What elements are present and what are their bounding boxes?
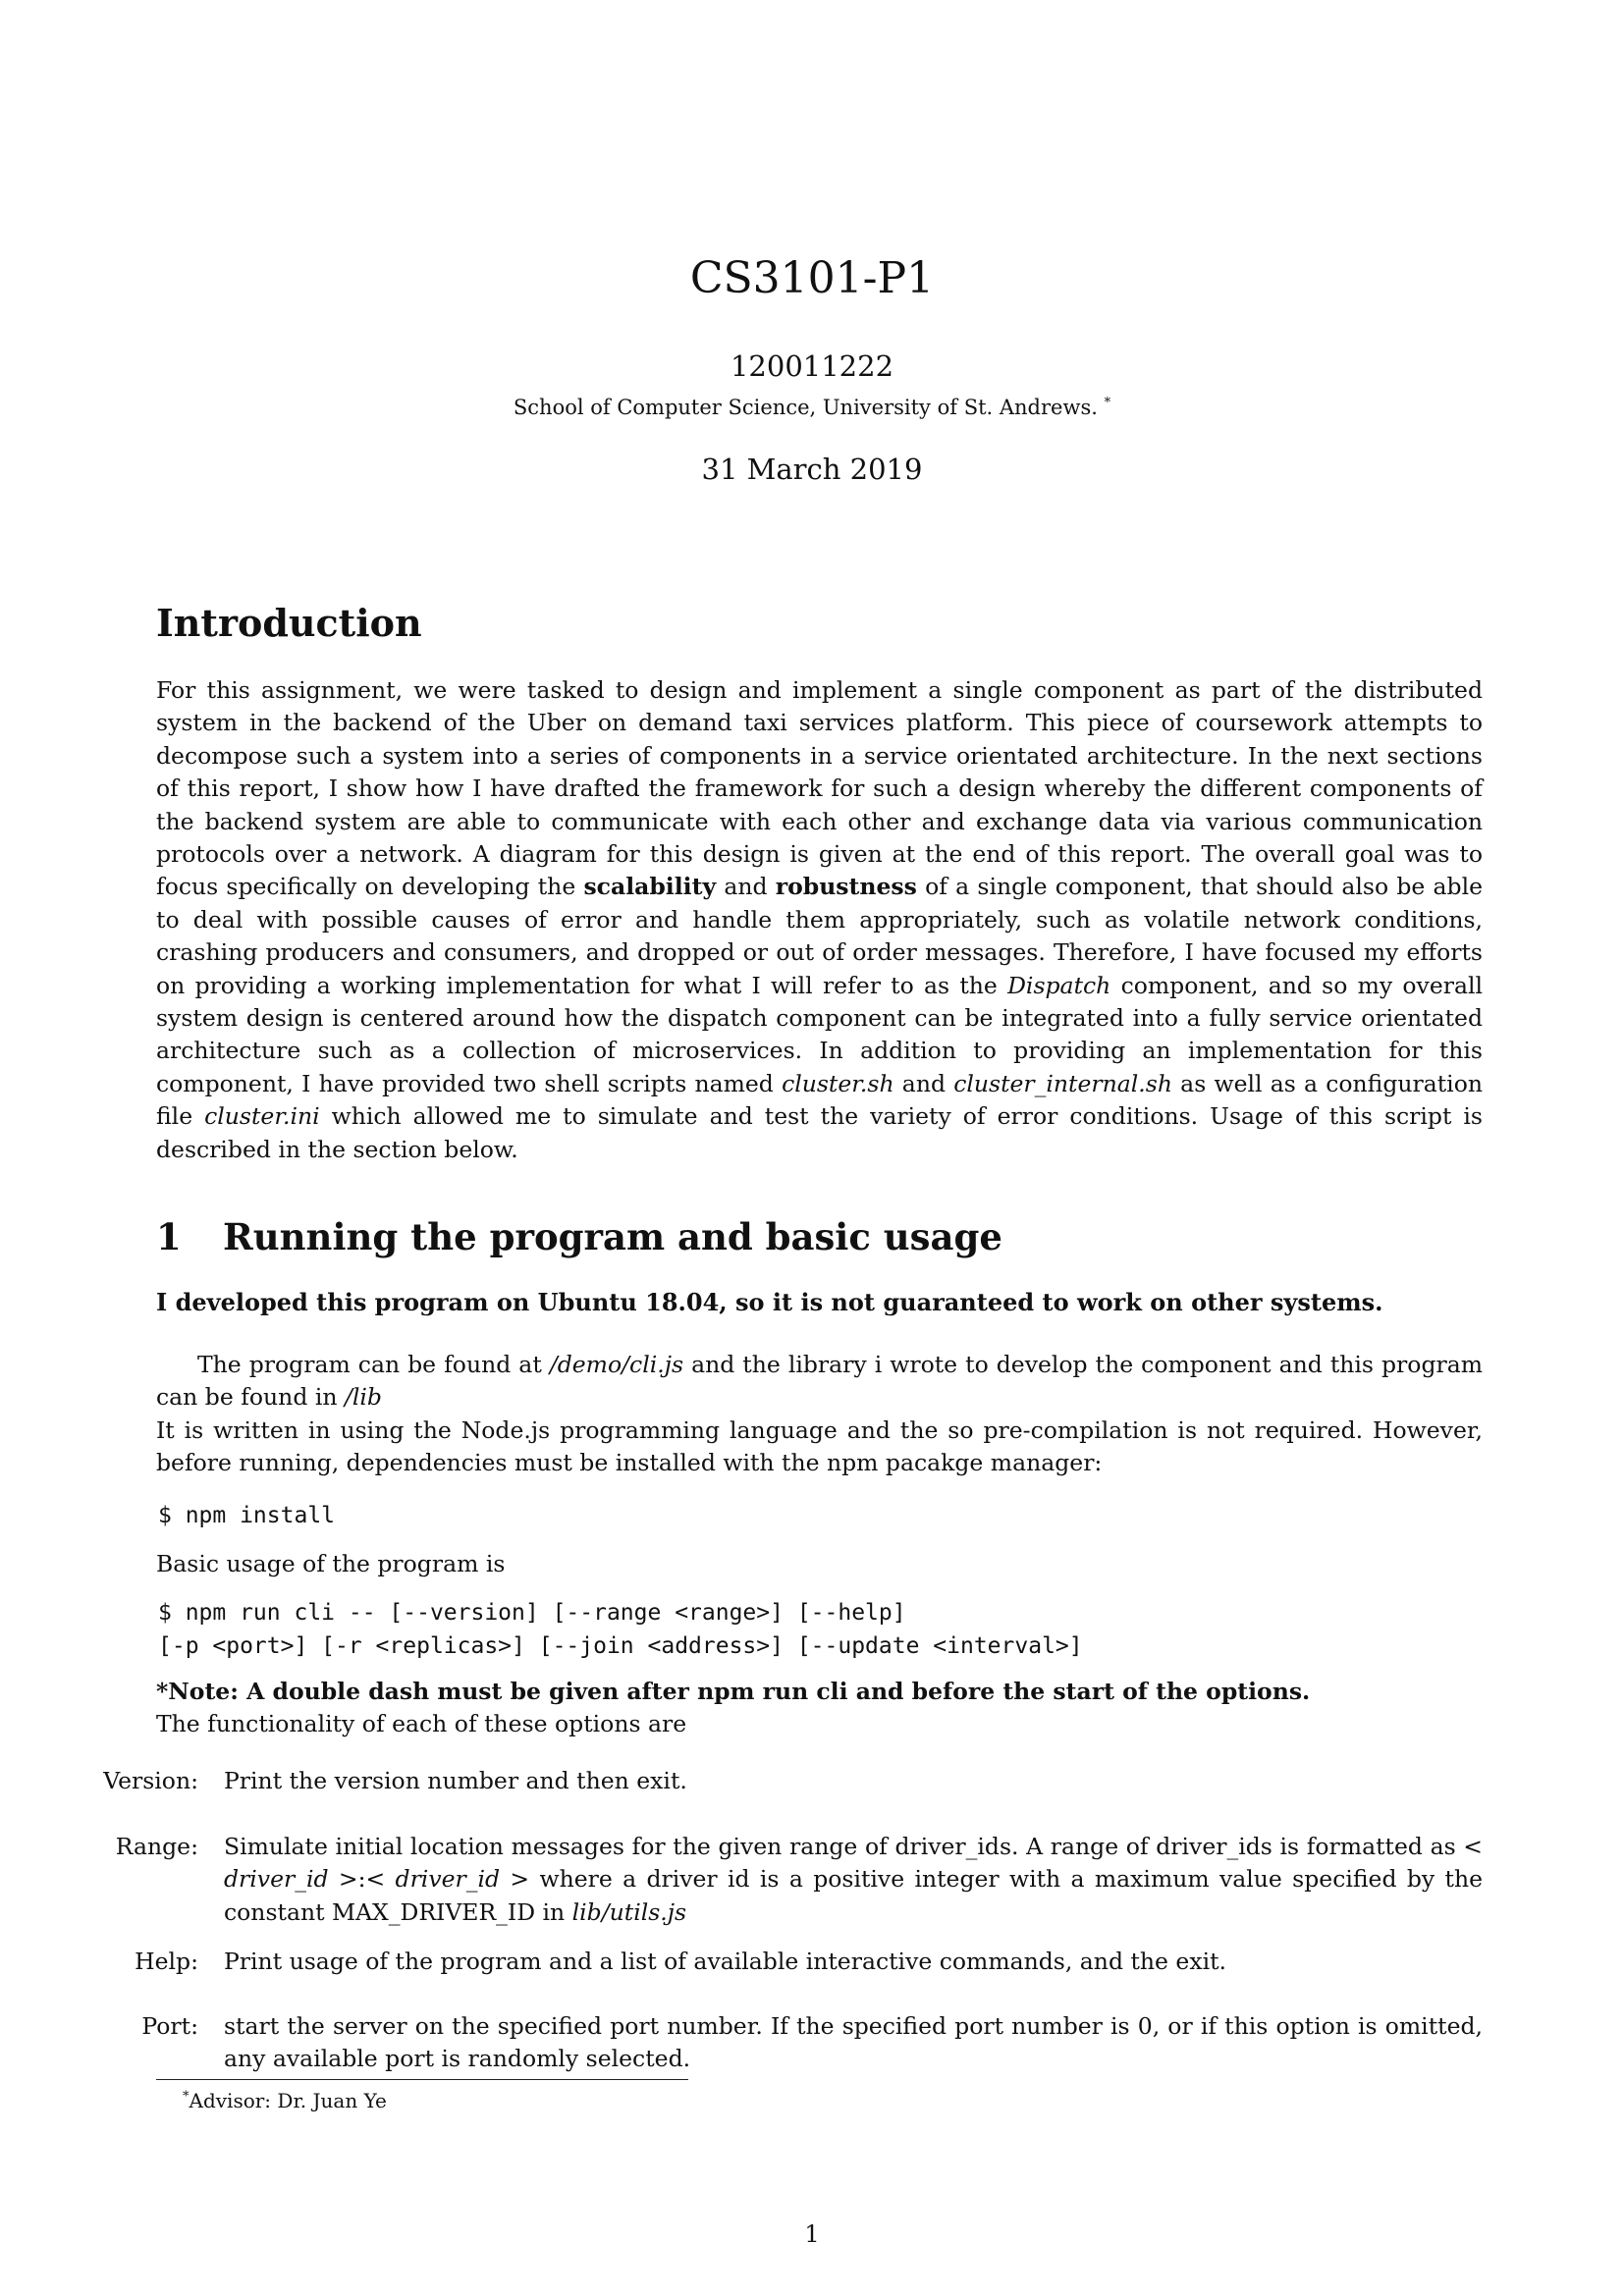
program-location-paragraph [156,1349,1483,1480]
intro-text-6: as well as a configuration file [156,1069,1483,1131]
path-lib: /lib [344,1383,382,1412]
footnote-text: Advisor: Dr. Juan Ye [189,2089,387,2112]
note-paragraph [156,1676,1483,1741]
affiliation-footnote-mark: * [1104,396,1111,410]
p-text-1: The program can be found at [197,1351,550,1378]
code-usage-block [158,1596,1083,1663]
option-description [224,1831,1483,1929]
affiliation [0,396,1624,419]
option-term: Range: [115,1833,198,1860]
option-description: start the server on the specified port number. If the specified port number is 0, or if this option is omitted, any available port is randomly selected. [224,2012,1483,2073]
intro-text-2: and [716,873,776,901]
code-npm-install: $ npm install [158,1503,336,1528]
footnote [183,2089,387,2112]
paper-title: CS3101-P1 [689,253,935,303]
option-description: Print the version number and then exit. [224,1767,687,1794]
range-desc-2: where a driver id is a positive integer with a maximum value specified by the constant MAX_DRIVER_ID in [224,1865,1483,1926]
intro-italic-dispatch: Dispatch [1007,971,1111,999]
footnote-mark: * [183,2089,189,2105]
option-term: Version: [103,1767,198,1794]
section-1-heading [156,1215,1002,1258]
range-var-2: driver_id [395,1865,501,1894]
range-sep: >:< [328,1865,396,1894]
note-bold: *Note: A double dash must be given after npm run cli and before the start of the options. [156,1678,1311,1705]
range-path: lib/utils.js [571,1897,687,1926]
p-text-2: and the library i wrote to develop the component and this program can be found in [156,1351,1484,1412]
intro-text-7: which allowed me to simulate and test the variety of error conditions. Usage of this script is described in the section below. [156,1102,1483,1163]
intro-italic-cluster-internal: cluster_internal.sh [953,1069,1172,1097]
note-text: The functionality of each of these options are [156,1710,687,1738]
option-term: Help: [135,1948,198,1975]
code-usage-line-2: [-p <port>] [-r <replicas>] [--join <address>] [--update <interval>] [158,1633,1083,1659]
range-gt: > [500,1865,530,1894]
intro-italic-cluster-sh: cluster.sh [782,1069,894,1097]
range-desc-1: Simulate initial location messages for the given range of driver_ids. A range of driver_ids is formatted as [224,1833,1464,1860]
author-id: 120011222 [730,349,894,383]
footnote-rule [156,2079,688,2080]
intro-text-5: and [893,1069,954,1097]
intro-italic-cluster-ini: cluster.ini [204,1102,320,1131]
range-lt: < [1463,1833,1483,1860]
code-usage-line-1: $ npm run cli -- [--version] [--range <range>] [--help] [158,1600,906,1626]
basic-usage-text: Basic usage of the program is [156,1550,506,1577]
intro-bold-scalability: scalability [583,873,717,901]
range-var-1: driver_id [224,1865,329,1894]
intro-text-3: of a single component, that should also be able to deal with possible causes of error and handle them appropriately, such as volatile network conditions, crashing producers and consumers, and dropped or out of order messages. Therefore, I have focused my efforts on providing a working implementation for what I will refer to as the [156,873,1483,999]
section-title: Running the program and basic usage [223,1215,1002,1258]
option-description: Print usage of the program and a list of available interactive commands, and the exit. [224,1948,1226,1975]
introduction-heading: Introduction [156,601,422,645]
option-term: Port: [141,2012,198,2040]
intro-text-1: For this assignment, we were tasked to design and implement a single component as part of the distributed system in the backend of the Uber on demand taxi services platform. This piece of coursework attempts to decompose such a system into a series of components in a service orientated architecture. In the next sections of this report, I show how I have drafted the framework for such a design whereby the different components of the backend system are able to communicate with each other and exchange data via various communication protocols over a network. A diagram for this design is given at the end of this report. The overall goal was to focus specifically on developing the [156,676,1483,901]
page-number: 1 [804,2220,820,2248]
ubuntu-warning: I developed this program on Ubuntu 18.04, so it is not guaranteed to work on other systems. [156,1288,1383,1316]
intro-bold-robustness: robustness [775,873,917,901]
paper-date: 31 March 2019 [701,453,923,486]
path-demo-cli: /demo/cli.js [549,1351,684,1378]
affiliation-text: School of Computer Science, University of St. Andrews. [513,396,1098,419]
section-number: 1 [156,1215,182,1258]
introduction-paragraph [156,674,1483,1166]
intro-text-4: component, and so my overall system design is centered around how the dispatch component can be integrated into a fully service orientated architecture such as a collection of microservices. In addition to providing an implementation for this component, I have provided two shell scripts named [156,971,1484,1097]
p-text-3: It is written in using the Node.js programming language and the so pre-compilation is not required. However, before running, dependencies must be installed with the npm pacakge manager: [156,1415,1483,1477]
